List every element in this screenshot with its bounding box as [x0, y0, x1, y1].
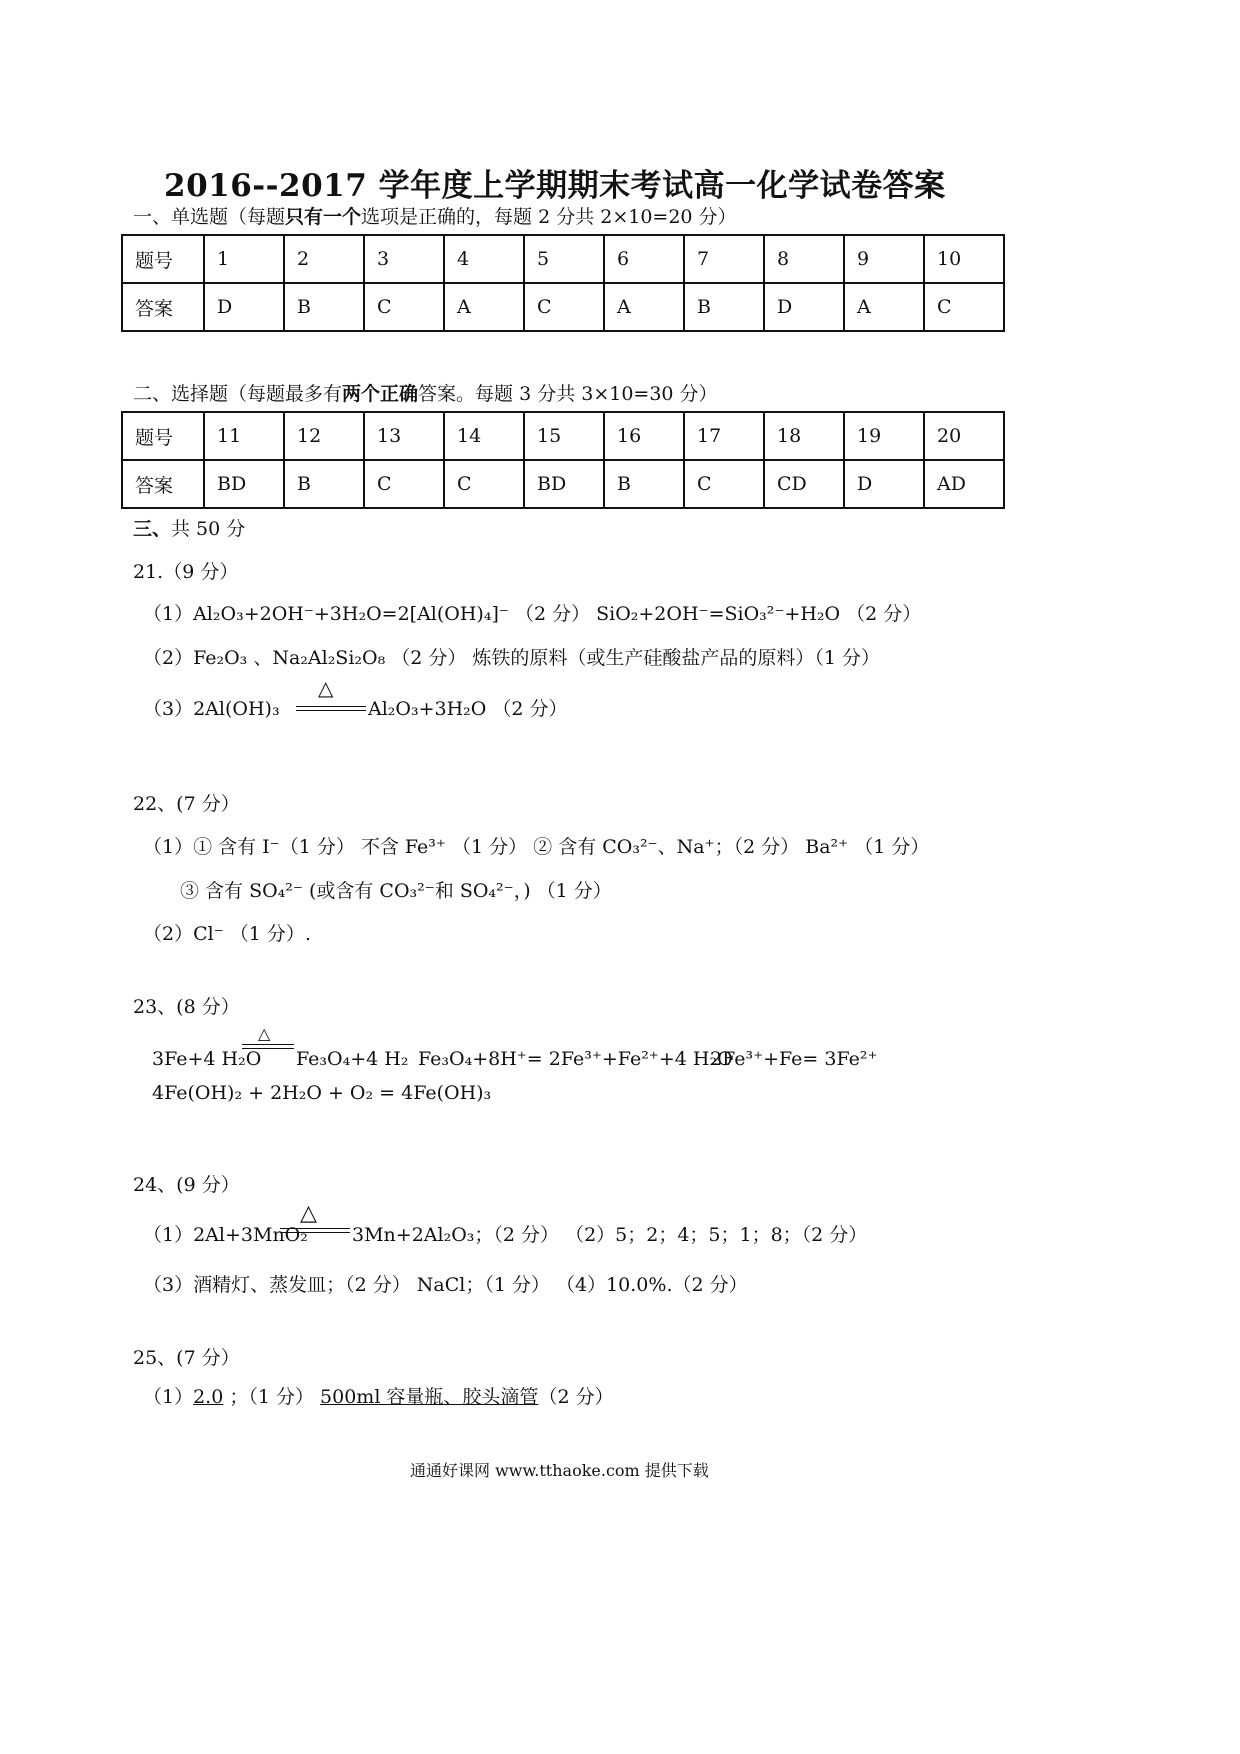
table-cell: 1	[204, 235, 284, 283]
table-cell: 10	[924, 235, 1004, 283]
table-cell: CD	[764, 460, 844, 508]
q21-line3-right: Al₂O₃+3H₂O （2 分）	[368, 698, 568, 720]
heat-triangle-icon: △	[300, 1201, 317, 1226]
table-cell: 2	[284, 235, 364, 283]
table-cell: 8	[764, 235, 844, 283]
q21-line1: （1）Al₂O₃+2OH⁻+3H₂O=2[Al(OH)₄]⁻ （2 分） SiO₂+2OH⁻=SiO₃²⁻+H₂O （2 分）	[143, 603, 922, 625]
section1-heading-pre: 一、单选题（每题	[133, 206, 286, 228]
table-row-numbers	[122, 235, 1004, 283]
q24-line2: （3）酒精灯、蒸发皿；（2 分） NaCl；（1 分） （4）10.0%.（2 分）	[143, 1274, 748, 1296]
answer-table-2	[121, 411, 1005, 509]
section2-heading	[133, 379, 718, 406]
table-cell: 19	[844, 412, 924, 460]
q24-line1-right: 3Mn+2Al₂O₃；（2 分） （2）5；2；4；5；1；8；（2 分）	[352, 1224, 868, 1246]
heat-triangle-icon: △	[318, 676, 334, 700]
q25-answer-mass: 2.0	[193, 1386, 224, 1408]
table-cell: 17	[684, 412, 764, 460]
table-cell: 15	[524, 412, 604, 460]
q21-heading: 21.（9 分）	[133, 561, 239, 583]
table-row-answers	[122, 460, 1004, 508]
table-cell: 6	[604, 235, 684, 283]
table-cell: 7	[684, 235, 764, 283]
answer-table-1	[121, 234, 1005, 332]
q23-eq2: Fe₃O₄+8H⁺= 2Fe³⁺+Fe²⁺+4 H₂O	[418, 1048, 733, 1070]
table-cell: 4	[444, 235, 524, 283]
table-cell: C	[924, 283, 1004, 331]
q22-line3: （2）Cl⁻ （1 分）.	[143, 923, 311, 945]
table-cell: C	[364, 460, 444, 508]
row-label: 题号	[122, 412, 204, 460]
section2-heading-post: 答案。每题 3 分共 3×10=30 分）	[418, 383, 718, 405]
table-cell: 3	[364, 235, 444, 283]
heat-triangle-icon: △	[258, 1024, 271, 1043]
table-cell: C	[524, 283, 604, 331]
table-row-numbers	[122, 412, 1004, 460]
table-cell: C	[444, 460, 524, 508]
section2-heading-bold: 两个正确	[342, 383, 419, 405]
table-cell: C	[364, 283, 444, 331]
table-cell: AD	[924, 460, 1004, 508]
q25-part-label: （1）	[143, 1386, 194, 1408]
table-cell: 9	[844, 235, 924, 283]
table-cell: B	[604, 460, 684, 508]
q22-line1: （1）① 含有 I⁻（1 分） 不含 Fe³⁺ （1 分） ② 含有 CO₃²⁻、Na⁺；（2 分） Ba²⁺ （1 分）	[143, 836, 930, 858]
table-cell: C	[684, 460, 764, 508]
table-cell: 18	[764, 412, 844, 460]
table-cell: B	[284, 283, 364, 331]
q22-line2: ③ 含有 SO₄²⁻ (或含有 CO₃²⁻和 SO₄²⁻，) （1 分）	[180, 880, 612, 902]
section2-heading-pre: 二、选择题（每题最多有	[133, 383, 343, 405]
q21-line2: （2）Fe₂O₃ 、Na₂Al₂Si₂O₈ （2 分） 炼铁的原料（或生产硅酸盐产品的原料）（1 分）	[143, 647, 881, 669]
table-cell: B	[684, 283, 764, 331]
table-cell: 5	[524, 235, 604, 283]
equals-bar	[296, 706, 366, 711]
table-cell: 14	[444, 412, 524, 460]
table-cell: BD	[524, 460, 604, 508]
table-cell: 16	[604, 412, 684, 460]
footer-credit: 通通好课网 www.tthaoke.com 提供下载	[410, 1461, 709, 1480]
row-label: 答案	[122, 283, 204, 331]
section3-heading	[133, 514, 245, 541]
section1-heading	[133, 202, 737, 229]
table-cell: B	[284, 460, 364, 508]
table-cell: 13	[364, 412, 444, 460]
q23-heading: 23、(8 分）	[133, 996, 240, 1018]
q21-line3-left: （3）2Al(OH)₃	[143, 698, 280, 720]
row-label: 答案	[122, 460, 204, 508]
table-cell: A	[844, 283, 924, 331]
table-cell: BD	[204, 460, 284, 508]
q24-line1-left: （1）2Al+3MnO₂	[143, 1224, 308, 1246]
q25-answer-instruments: 500ml 容量瓶、胶头滴管	[320, 1386, 539, 1408]
q23-eq1-right: Fe₃O₄+4 H₂	[296, 1048, 409, 1070]
table-cell: 11	[204, 412, 284, 460]
table-cell: D	[764, 283, 844, 331]
table-cell: A	[604, 283, 684, 331]
table-cell: 12	[284, 412, 364, 460]
table-cell: 20	[924, 412, 1004, 460]
table-cell: A	[444, 283, 524, 331]
q23-line2: 4Fe(OH)₂ + 2H₂O + O₂ = 4Fe(OH)₃	[152, 1082, 492, 1104]
q23-eq3: 2Fe³⁺+Fe= 3Fe²⁺	[710, 1048, 878, 1070]
table-row-answers	[122, 283, 1004, 331]
section1-heading-post: 选项是正确的，每题 2 分共 2×10=20 分）	[361, 206, 737, 228]
row-label: 题号	[122, 235, 204, 283]
page-title: 2016--2017 学年度上学期期末考试高一化学试卷答案	[164, 168, 946, 204]
section1-heading-bold: 只有一个	[285, 206, 362, 228]
section3-heading-rest: 共 50 分	[171, 518, 246, 540]
q22-heading: 22、(7 分）	[133, 793, 240, 815]
table-cell: D	[204, 283, 284, 331]
q24-heading: 24、(9 分）	[133, 1174, 240, 1196]
q25-score2: （2 分）	[538, 1386, 614, 1408]
section3-heading-bold: 三、	[133, 518, 172, 540]
q25-score1: ；（1 分）	[223, 1386, 321, 1408]
q25-line1	[143, 1382, 614, 1409]
q23-eq1-left: 3Fe+4 H₂O	[152, 1048, 262, 1070]
table-cell: D	[844, 460, 924, 508]
q25-heading: 25、(7 分）	[133, 1347, 240, 1369]
